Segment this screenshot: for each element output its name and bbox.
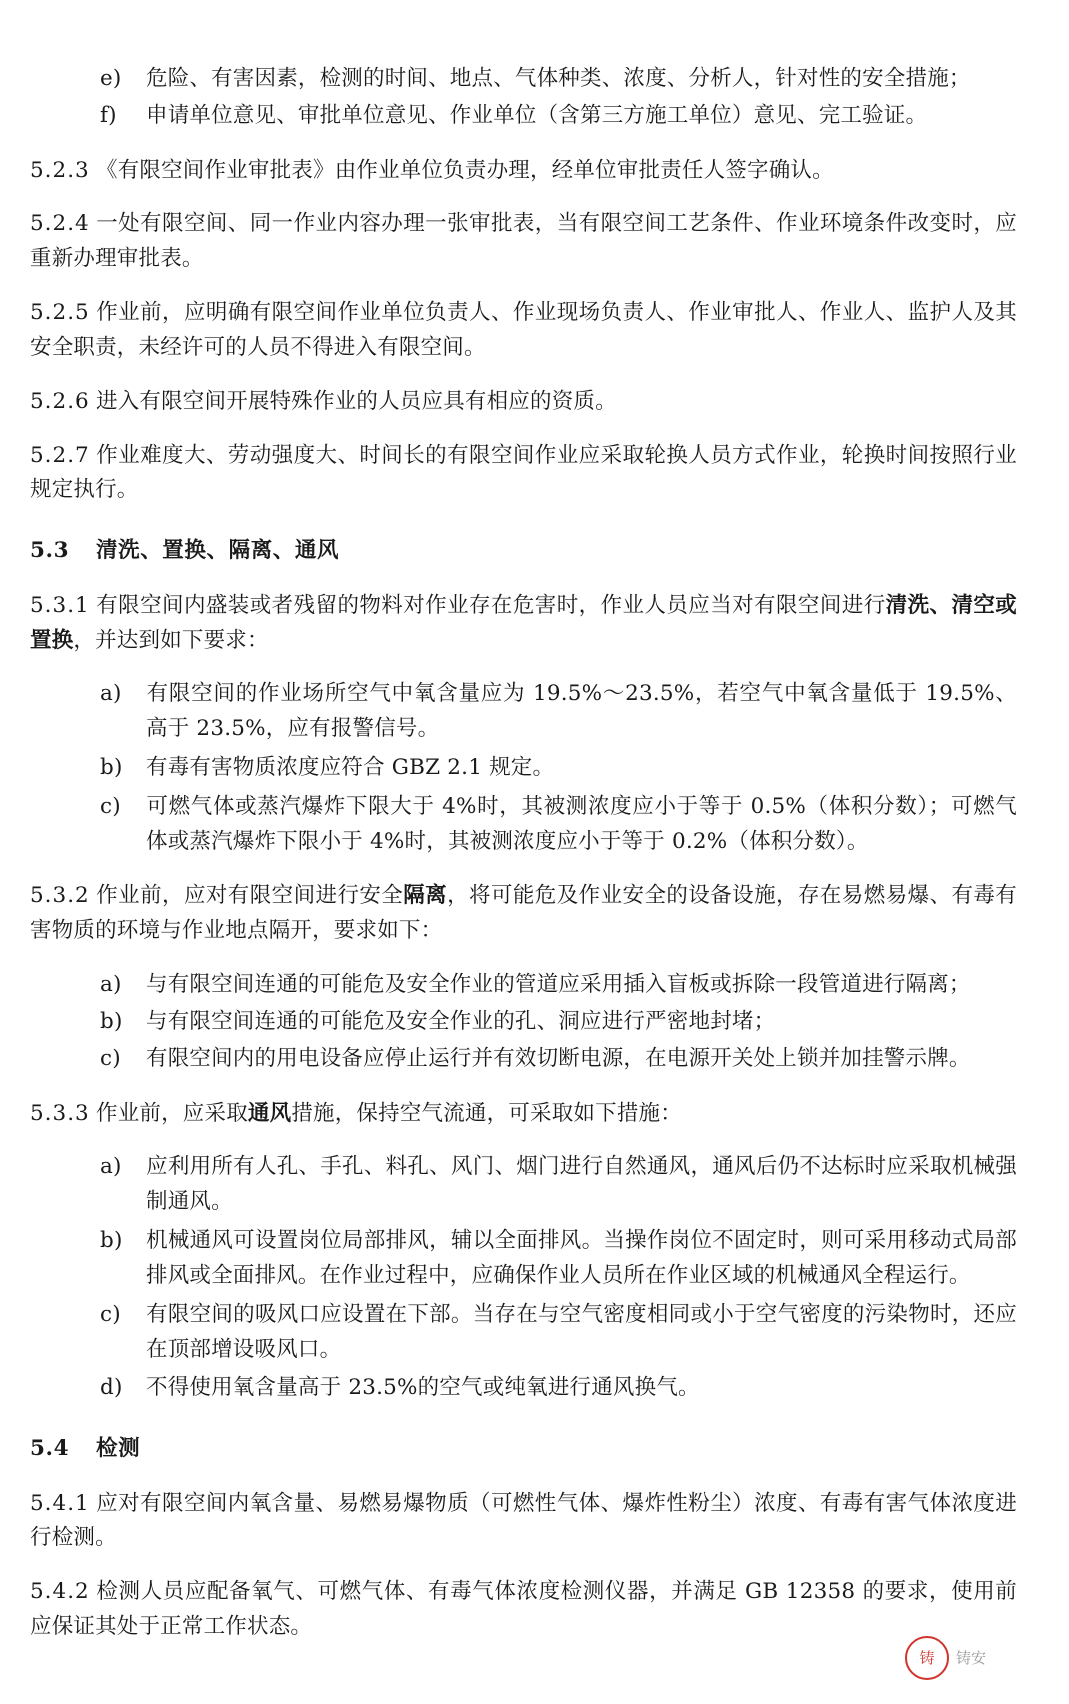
clause-number: 5.2.4: [30, 211, 90, 237]
clause-number: 5.2.5: [30, 300, 90, 326]
list-item-text: 应利用所有人孔、手孔、料孔、风门、烟门进行自然通风，通风后仍不达标时应采取机械强制通风。: [146, 1154, 1017, 1215]
list-5-3-2: [30, 968, 1017, 1076]
clause-text: 作业难度大、劳动强度大、时间长的有限空间作业应采取轮换人员方式作业，轮换时间按照行业规定执行。: [30, 442, 1017, 503]
list-item-label: c): [100, 1301, 121, 1327]
clause-text: 检测人员应配备氧气、可燃气体、有毒气体浓度检测仪器，并满足 GB 12358 的要求，使用前应保证其处于正常工作状态。: [30, 1579, 1017, 1640]
clause-5-2-7: [30, 439, 1017, 509]
clause-text-before: 作业前，应对有限空间进行安全: [96, 883, 404, 909]
wechat-account-stamp: [905, 1636, 1025, 1680]
clause-number: 5.3.2: [30, 883, 90, 909]
list-continued-items: [30, 62, 1017, 134]
clause-emphasis: 清洗、清空或置换: [30, 592, 1017, 653]
list-item-text: 有毒有害物质浓度应符合 GBZ 2.1 规定。: [146, 754, 555, 780]
list-item: [30, 1298, 1017, 1368]
clause-5-3-3: [30, 1097, 1017, 1132]
clause-5-4-2: [30, 1575, 1017, 1645]
clause-emphasis: 隔离: [403, 883, 448, 909]
section-title: 清洗、置换、隔离、通风: [96, 538, 340, 564]
list-item: [30, 677, 1017, 747]
clause-number: 5.2.3: [30, 157, 90, 183]
clause-number: 5.2.7: [30, 442, 90, 468]
list-item: [30, 751, 1017, 786]
list-item-label: b): [100, 754, 123, 780]
section-heading-5-4: [30, 1432, 1017, 1466]
list-item: [30, 1224, 1017, 1294]
clause-text: 进入有限空间开展特殊作业的人员应具有相应的资质。: [96, 388, 617, 414]
clause-number: 5.3.3: [30, 1100, 90, 1126]
list-item-text: 有限空间内的用电设备应停止运行并有效切断电源，在电源开关处上锁并加挂警示牌。: [146, 1045, 971, 1071]
list-item-label: c): [100, 1045, 121, 1071]
clause-number: 5.4.1: [30, 1490, 90, 1516]
list-5-3-3: [30, 1150, 1017, 1406]
clause-text-after: ，将可能危及作业安全的设备设施，存在易燃易爆、有毒有害物质的环境与作业地点隔开，要求如下：: [30, 883, 1017, 944]
brand-logo-icon: 铸: [905, 1636, 949, 1680]
section-number: 5.4: [30, 1436, 70, 1462]
clause-number: 5.2.6: [30, 388, 90, 414]
list-item-text: 有限空间的吸风口应设置在下部。当存在与空气密度相同或小于空气密度的污染物时，还应在顶部增设吸风口。: [146, 1301, 1017, 1362]
list-item-text: 有限空间的作业场所空气中氧含量应为 19.5%～23.5%，若空气中氧含量低于 19.5%、高于 23.5%，应有报警信号。: [146, 681, 1017, 742]
list-item: [30, 790, 1017, 860]
clause-text-before: 有限空间内盛装或者残留的物料对作业存在危害时，作业人员应当对有限空间进行: [96, 592, 886, 618]
clause-5-2-3: [30, 154, 1017, 189]
list-item: [30, 968, 1017, 1003]
clause-text: 《有限空间作业审批表》由作业单位负责办理，经单位审批责任人签字确认。: [96, 157, 834, 183]
clause-5-2-6: [30, 385, 1017, 420]
brand-name: [956, 1649, 986, 1668]
list-item-label: f): [100, 102, 117, 128]
clause-5-3-2: [30, 879, 1017, 949]
list-item: [30, 62, 1017, 97]
list-item-text: 不得使用氧含量高于 23.5%的空气或纯氧进行通风换气。: [146, 1375, 700, 1401]
list-item-label: a): [100, 681, 122, 707]
list-item: [30, 1371, 1017, 1406]
brand-name-text: 铸安: [956, 1648, 987, 1667]
list-item-label: c): [100, 793, 121, 819]
list-item-label: d): [100, 1375, 123, 1401]
clause-text-after: ，并达到如下要求：: [73, 627, 269, 653]
clause-5-3-1: [30, 589, 1017, 659]
clause-5-2-4: [30, 207, 1017, 277]
clause-text: 作业前，应明确有限空间作业单位负责人、作业现场负责人、作业审批人、作业人、监护人及其安全职责，未经许可的人员不得进入有限空间。: [30, 300, 1017, 360]
clause-5-4-1: [30, 1487, 1017, 1557]
clause-number: 5.3.1: [30, 592, 90, 618]
section-number: 5.3: [30, 538, 70, 564]
list-item-label: e): [100, 66, 122, 91]
list-item-text: 与有限空间连通的可能危及安全作业的管道应采用插入盲板或拆除一段管道进行隔离；: [146, 972, 971, 998]
list-item-label: a): [100, 972, 122, 998]
clause-emphasis: 通风: [247, 1100, 292, 1126]
clause-number: 5.4.2: [30, 1579, 90, 1605]
list-item-text: 机械通风可设置岗位局部排风，辅以全面排风。当操作岗位不固定时，则可采用移动式局部排风或全面排风。在作业过程中，应确保作业人员所在作业区域的机械通风全程运行。: [146, 1228, 1017, 1288]
list-item: [30, 1150, 1017, 1220]
section-title: 检测: [96, 1436, 141, 1462]
clause-text: 一处有限空间、同一作业内容办理一张审批表，当有限空间工艺条件、作业环境条件改变时，应重新办理审批表。: [30, 211, 1017, 272]
clause-text-before: 作业前，应采取: [96, 1100, 248, 1126]
clause-5-2-5: [30, 296, 1017, 366]
list-item-label: b): [100, 1008, 123, 1034]
list-5-3-1: [30, 677, 1017, 859]
list-item: [30, 1042, 1017, 1077]
clause-text: 应对有限空间内氧含量、易燃易爆物质（可燃性气体、爆炸性粉尘）浓度、有毒有害气体浓度进行检测。: [30, 1490, 1017, 1551]
list-item: [30, 1005, 1017, 1040]
list-item-label: b): [100, 1228, 123, 1254]
list-item-label: a): [100, 1154, 122, 1180]
list-item-text: 可燃气体或蒸汽爆炸下限大于 4%时，其被测浓度应小于等于 0.5%（体积分数）；可燃气体或蒸汽爆炸下限小于 4%时，其被测浓度应小于等于 0.2%（体积分数）。: [146, 793, 1017, 854]
clause-text-after: 措施，保持空气流通，可采取如下措施：: [291, 1100, 682, 1126]
list-item: [30, 99, 1017, 134]
list-item-text: 与有限空间连通的可能危及安全作业的孔、洞应进行严密地封堵；: [146, 1008, 776, 1034]
section-heading-5-3: [30, 534, 1017, 568]
list-item-text: 申请单位意见、审批单位意见、作业单位（含第三方施工单位）意见、完工验证。: [146, 102, 928, 128]
list-item-text: 危险、有害因素，检测的时间、地点、气体种类、浓度、分析人，针对性的安全措施；: [146, 66, 971, 91]
